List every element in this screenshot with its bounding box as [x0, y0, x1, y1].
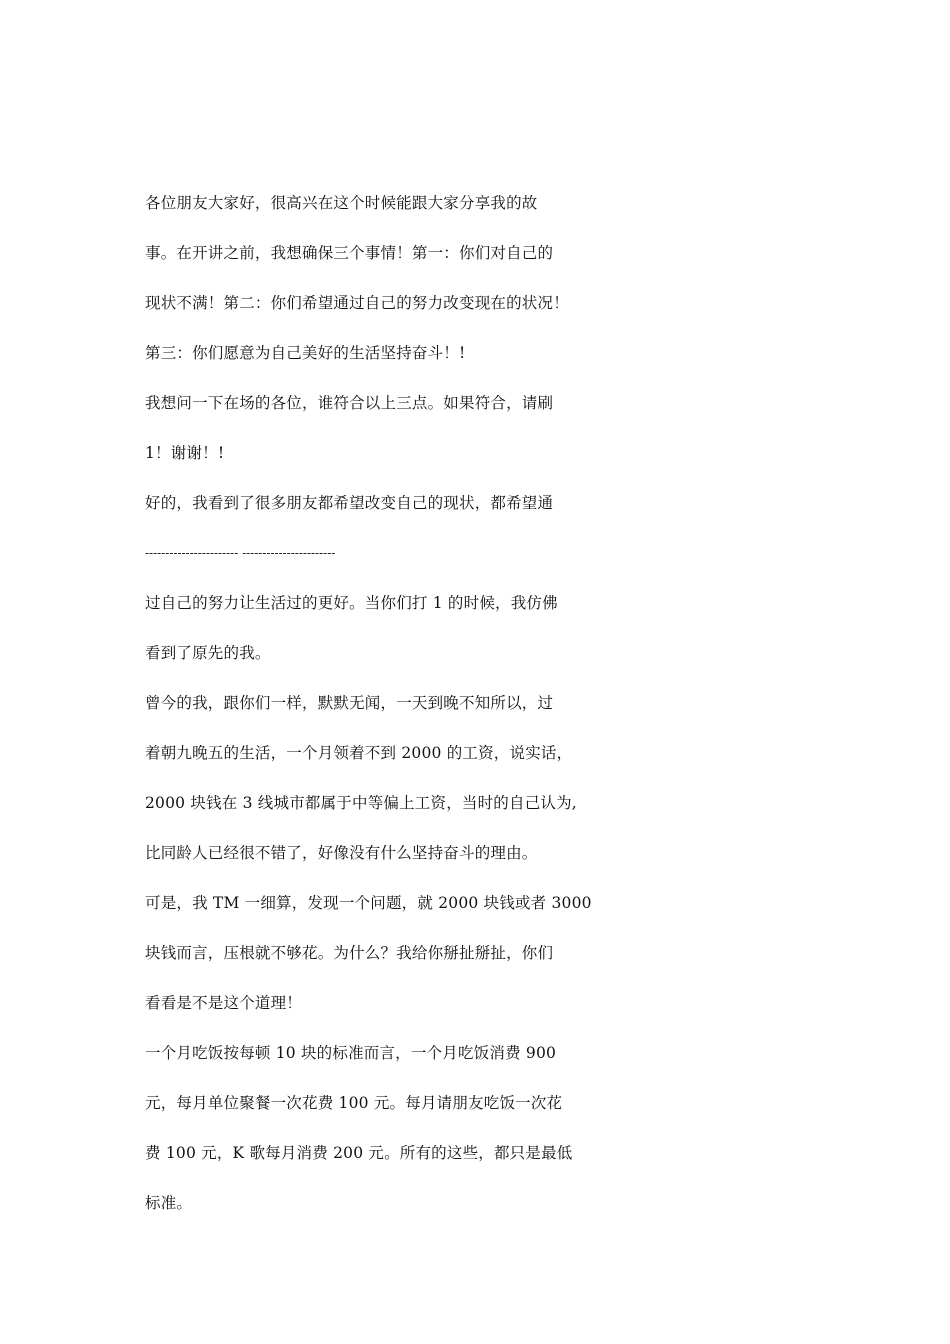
paragraph-line: 现状不满！第二：你们希望通过自己的努力改变现在的状况！ [145, 294, 569, 312]
paragraph-line: 我想问一下在场的各位，谁符合以上三点。如果符合，请刷 [145, 394, 554, 412]
paragraph-line: 看到了原先的我。 [145, 644, 271, 662]
paragraph-line: 曾今的我，跟你们一样，默默无闻，一天到晚不知所以，过 [145, 694, 554, 712]
paragraph-line: 第三：你们愿意为自己美好的生活坚持奋斗！! [145, 344, 466, 362]
paragraph-line: 费 100 元，K 歌每月消费 200 元。所有的这些，都只是最低 [145, 1144, 573, 1162]
paragraph-line: 着朝九晚五的生活，一个月领着不到 2000 的工资，说实话， [145, 744, 573, 762]
paragraph-line: 各位朋友大家好，很高兴在这个时候能跟大家分享我的故 [145, 194, 538, 212]
paragraph-line: 2000 块钱在 3 线城市都属于中等偏上工资，当时的自己认为, [145, 794, 577, 812]
paragraph-line: 元，每月单位聚餐一次花费 100 元。每月请朋友吃饭一次花 [145, 1094, 563, 1112]
paragraph-line: 可是，我 TM 一细算，发现一个问题，就 2000 块钱或者 3000 [145, 894, 592, 912]
paragraph-line: 一个月吃饭按每顿 10 块的标准而言，一个月吃饭消费 900 [145, 1044, 557, 1062]
paragraph-line: 事。在开讲之前，我想确保三个事情！第一：你们对自己的 [145, 244, 554, 262]
paragraph-line: 看看是不是这个道理！ [145, 994, 303, 1012]
paragraph-line: 标准。 [145, 1194, 193, 1212]
separator-line: ----------------------- ----------------------- [145, 546, 336, 560]
paragraph-line: 过自己的努力让生活过的更好。当你们打 1 的时候，我仿佛 [145, 594, 558, 612]
paragraph-line: 好的，我看到了很多朋友都希望改变自己的现状，都希望通 [145, 494, 554, 512]
paragraph-line: 1！谢谢！! [145, 444, 225, 462]
paragraph-line: 比同龄人已经很不错了，好像没有什么坚持奋斗的理由。 [145, 844, 538, 862]
paragraph-line: 块钱而言，压根就不够花。为什么？我给你掰扯掰扯，你们 [145, 944, 554, 962]
